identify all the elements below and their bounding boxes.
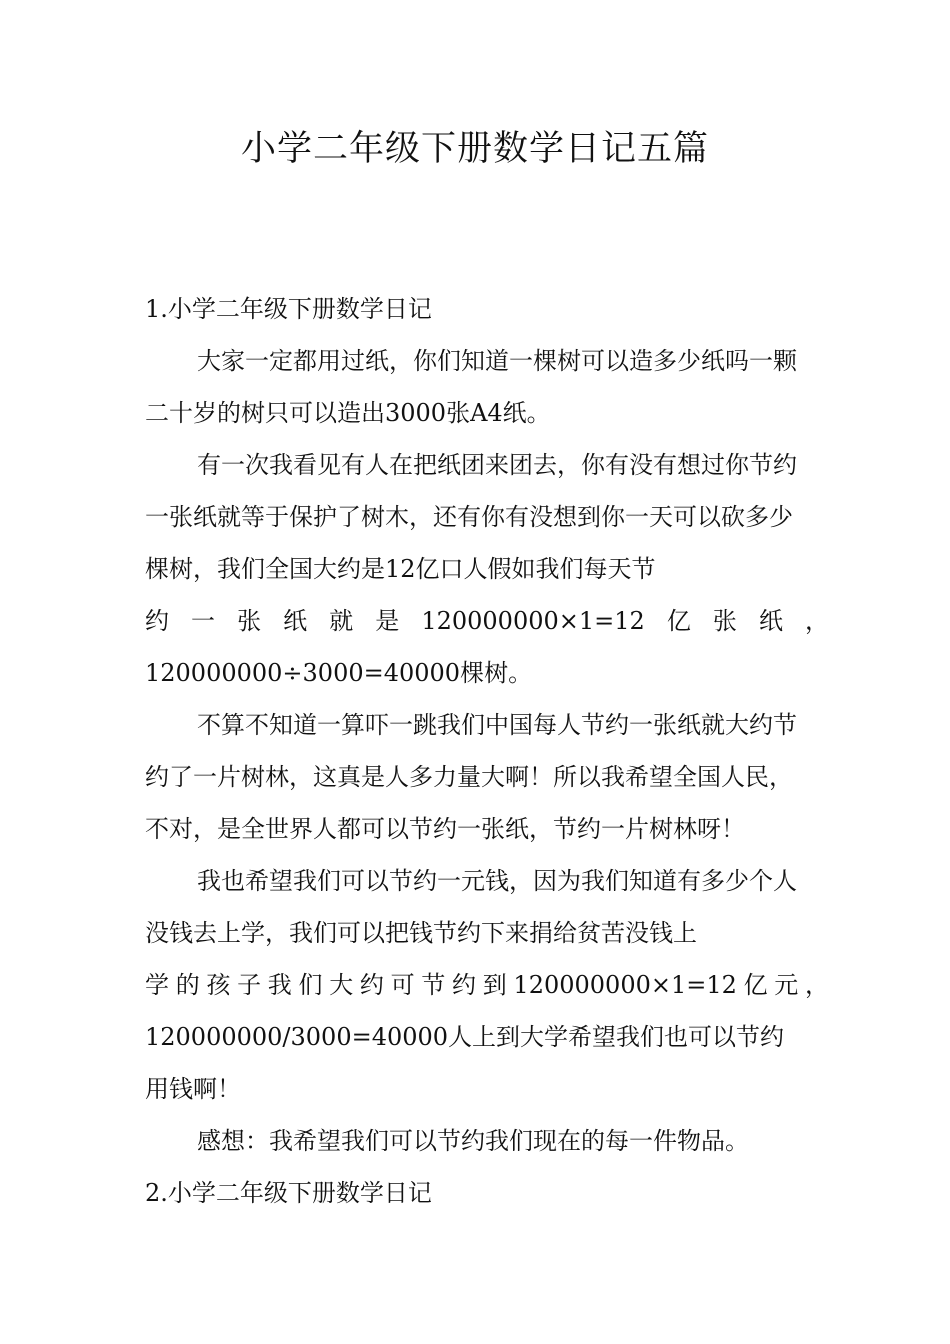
document-body xyxy=(145,283,829,1219)
paragraph-2-tail: 120000000÷3000=40000棵树。 xyxy=(145,659,533,687)
section-heading-2: 2.小学二年级下册数学日记 xyxy=(145,1179,432,1207)
paragraph-4-justified-line: 学的孩子我们大约可节约到120000000×1=12亿元， xyxy=(145,971,829,999)
paragraph-1: 大家一定都用过纸，你们知道一棵树可以造多少纸吗一颗二十岁的树只可以造出3000张A4纸。 xyxy=(145,347,797,427)
paragraph-2: 有一次我看见有人在把纸团来团去，你有没有想过你节约一张纸就等于保护了树木，还有你有没想到你一天可以砍多少棵树，我们全国大约是12亿口人假如我们每天节 xyxy=(145,451,797,583)
paragraph-3: 不算不知道一算吓一跳我们中国每人节约一张纸就大约节约了一片树林，这真是人多力量大啊！所以我希望全国人民，不对，是全世界人都可以节约一张纸，节约一片树林呀！ xyxy=(145,711,797,843)
document-title: 小学二年级下册数学日记五篇 xyxy=(240,129,709,169)
paragraph-2-justified-line: 约一张纸就是120000000×1=12亿张纸， xyxy=(145,607,829,635)
paragraph-4-tail: 120000000/3000=40000人上到大学希望我们也可以节约用钱啊！ xyxy=(145,1023,785,1103)
paragraph-4: 我也希望我们可以节约一元钱，因为我们知道有多少个人没钱去上学，我们可以把钱节约下来捐给贫苦没钱上 xyxy=(145,867,797,947)
paragraph-5: 感想：我希望我们可以节约我们现在的每一件物品。 xyxy=(197,1127,749,1155)
section-heading-1: 1.小学二年级下册数学日记 xyxy=(145,295,432,323)
